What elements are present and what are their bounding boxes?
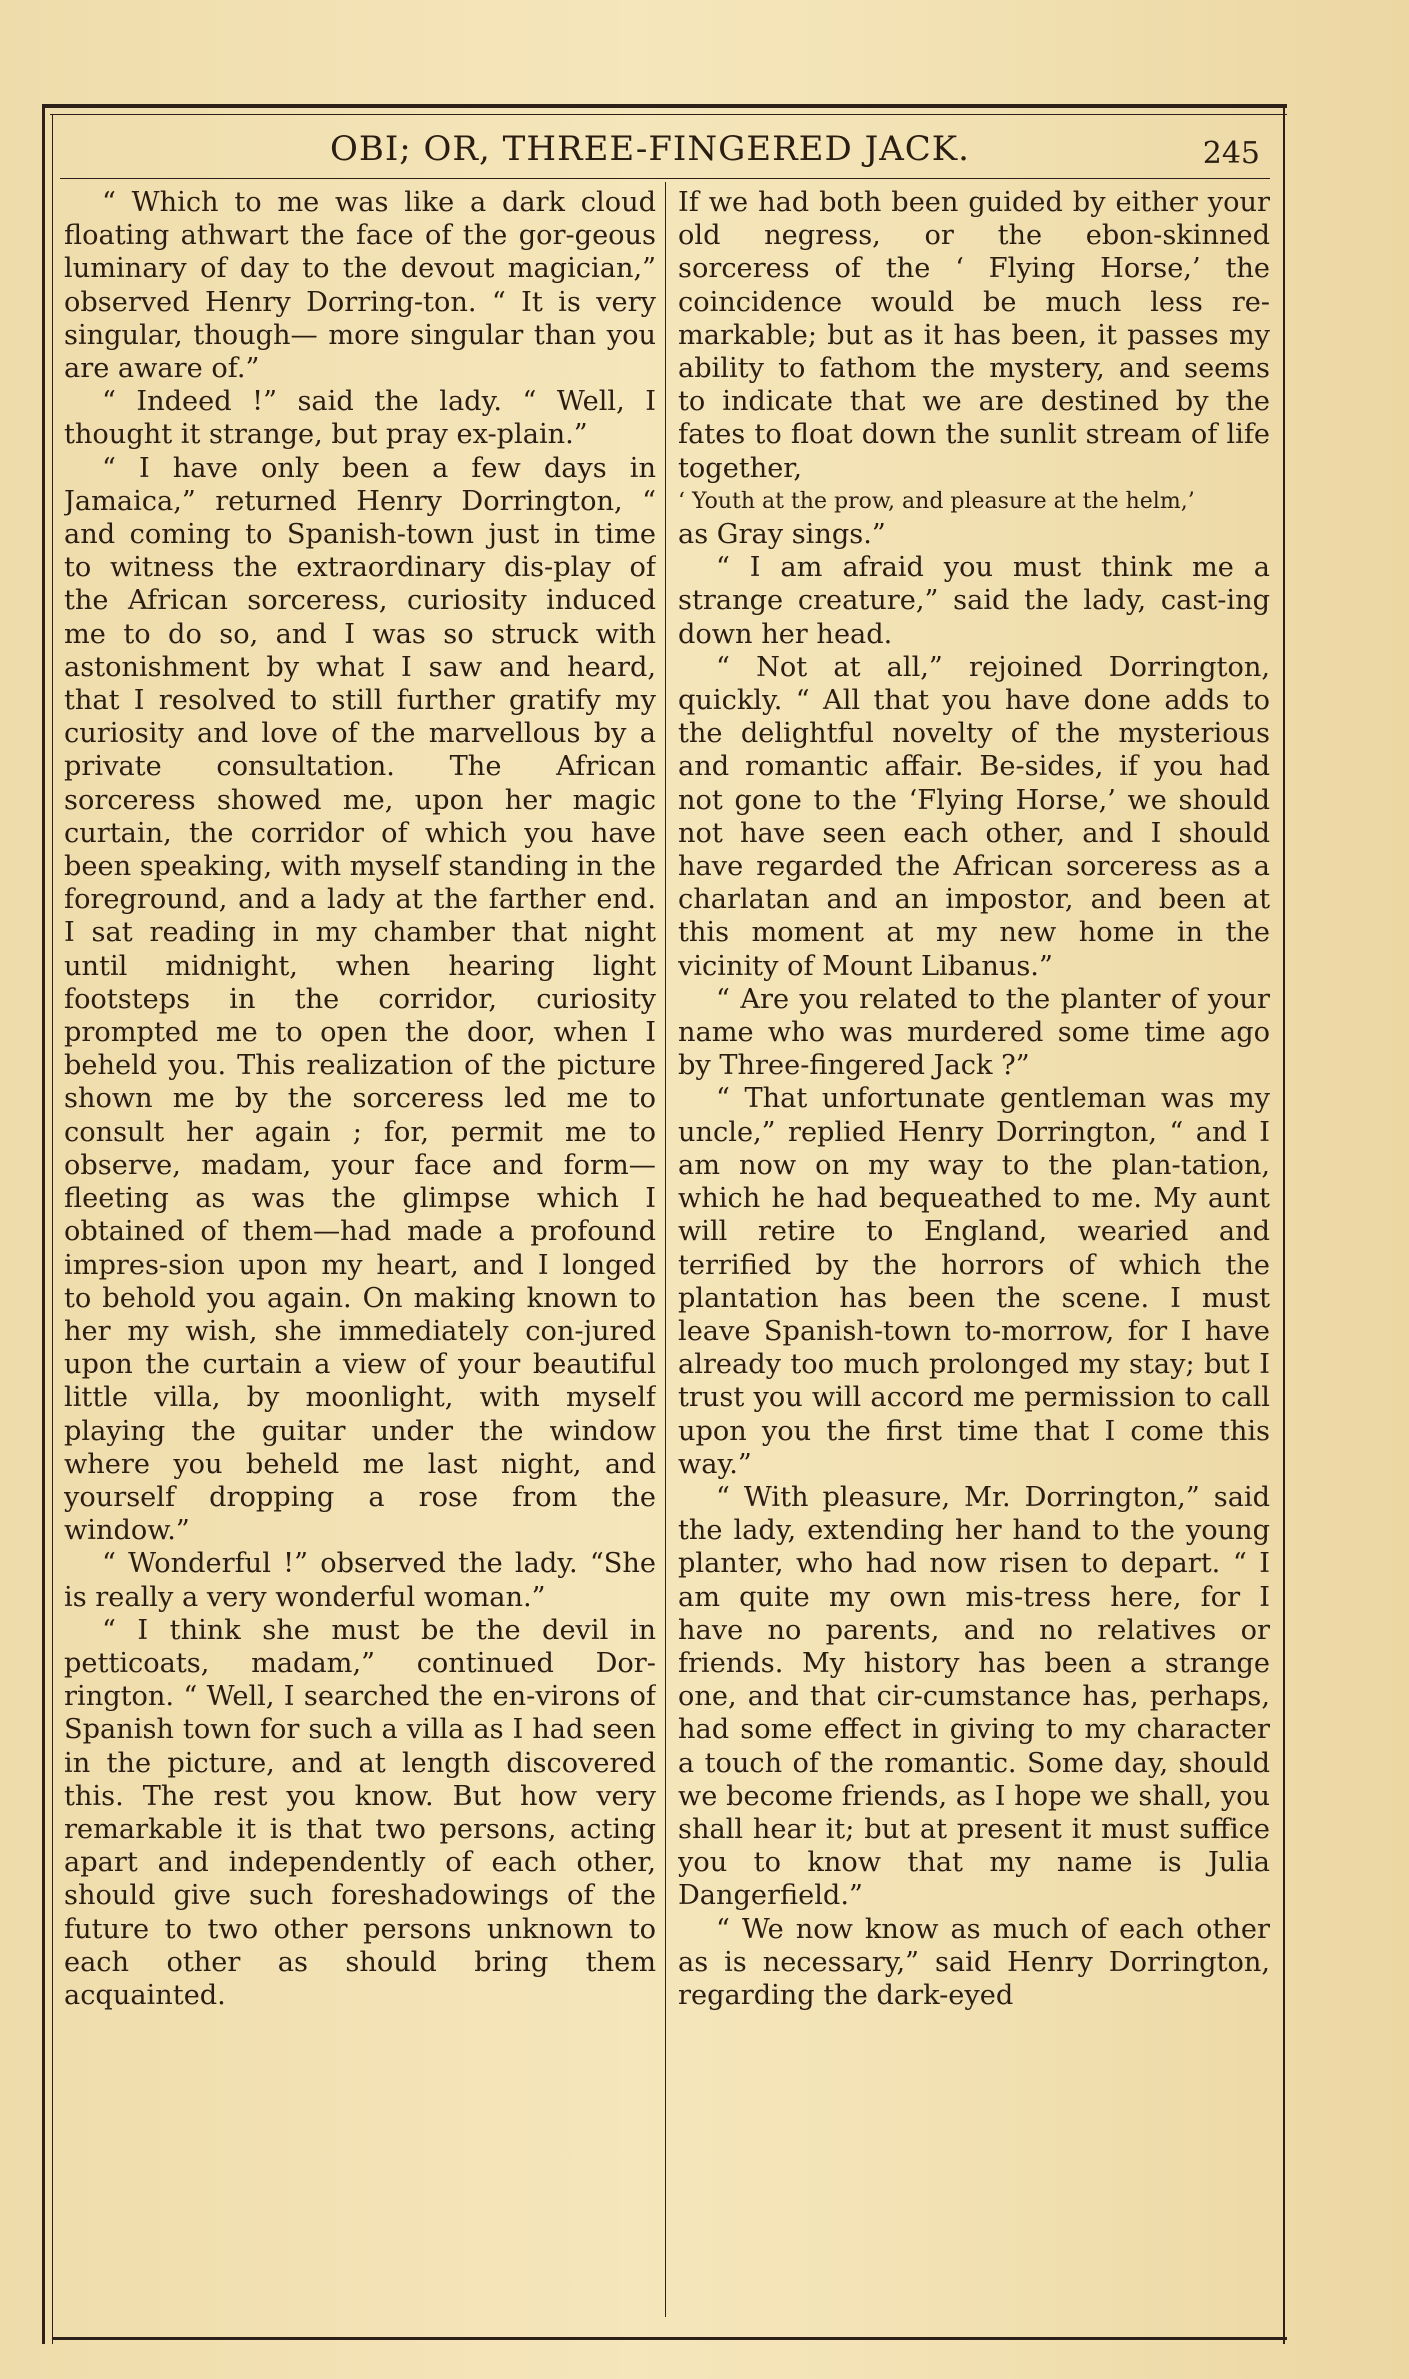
verse-quote: ‘ Youth at the prow, and pleasure at the helm,’ [678,488,1195,514]
paragraph: “ Indeed !” said the lady. “ Well, I thought it strange, but pray ex-plain.” [64,386,656,451]
page-number: 245 [1202,136,1260,171]
paragraph: “ Which to me was like a dark cloud floating athwart the face of the gor-geous luminary of day to the devout magician,” observed Henry Dorring-ton. “ It is very singular, though— more singular than you are aware of.” [64,187,656,385]
header-rule [60,178,1270,179]
paragraph: “ Not at all,” rejoined Dorrington, quickly. “ All that you have done adds to the delightful novelty of the mysterious and romantic affair. Be-sides, if you had not gone to the ‘Flying Horse,’ we should not have seen each other, and I should have regarded the African sorceress as a charlatan and an impostor, and been at this moment at my new home in the vicinity of Mount Libanus.” [678,651,1270,982]
right-column [678,186,1270,2316]
paragraph: “ With pleasure, Mr. Dorrington,” said the lady, extending her hand to the young planter, who had now risen to depart. “ I am quite my own mis-tress here, for I have no parents, and no relatives or friends. My history has been a strange one, and that cir-cumstance has, perhaps, had some effect in giving to my character a touch of the romantic. Some day, should we become friends, as I hope we shall, you shall hear it; but at present it must suffice you to know that my name is Julia Dangerfield.” [678,1481,1270,1912]
paragraph: “ I have only been a few days in Jamaica,” returned Henry Dorrington, “ and coming to Spanish-town just in time to witness the extraordinary dis-play of the African sorceress, curiosity induced me to do so, and I was so struck with astonishment by what I saw and heard, that I resolved to still further gratify my curiosity and love of the marvellous by a private consultation. The African sorceress showed me, upon her magic curtain, the corridor of which you have been speaking, with myself standing in the foreground, and a lady at the farther end. I sat reading in my chamber that night until midnight, when hearing light footsteps in the corridor, curiosity prompted me to open the door, when I beheld you. This realization of the picture shown me by the sorceress led me to consult her again ; for, permit me to observe, madam, your face and form—fleeting as was the glimpse which I obtained of them—had made a profound impres-sion upon my heart, and I longed to behold you again. On making known to her my wish, she immediately con-jured upon the curtain a view of your beautiful little villa, by moonlight, with myself playing the guitar under the window where you beheld me last night, and yourself dropping a rose from the window.” [64,452,656,1547]
page-border-top [42,104,1287,108]
paragraph: “ I think she must be the devil in petticoats, madam,” continued Dor-rington. “ Well, I searched the en-virons of Spanish town for such a villa as I had seen in the picture, and at length discovered this. The rest you know. But how very remarkable it is that two persons, acting apart and independently of each other, should give such foreshadowings of the future to two other persons unknown to each other as should bring them acquainted. [64,1614,656,2011]
page-border-bottom [52,2337,1287,2340]
paragraph-tail: as Gray sings.” [678,519,886,551]
page-border-right [1283,104,1285,2344]
page-border-top-inner [50,114,1287,115]
paragraph: “ That unfortunate gentleman was my uncle,” replied Henry Dorrington, “ and I am now on my way to the plan-tation, which he had bequeathed to me. My aunt will retire to England, wearied and terrified by the horrors of which the plantation has been the scene. I must leave Spanish-town to-morrow, for I have already too much prolonged my stay; but I trust you will accord me permission to call upon you the first time that I come this way.” [678,1083,1270,1480]
paragraph: “ We now know as much of each other as is necessary,” said Henry Dorrington, regarding the dark-eyed [678,1913,1270,2011]
running-head: OBI; OR, THREE-FINGERED JACK. [330,129,970,169]
paragraph: “ Are you related to the planter of your name who was murdered some time ago by Three-fingered Jack ?” [678,983,1270,1082]
page-border-left [42,104,45,2344]
paragraph-continued: If we had both been guided by either your old negress, or the ebon-skinned sorceress of the ‘ Flying Horse,’ the coincidence would be much less re-markable; but as it has been, it passes my ability to fathom the mystery, and seems to indicate that we are destined by the fates to float down the sunlit stream of life together, [678,187,1270,484]
paragraph: “ I am afraid you must think me a strange creature,” said the lady, cast-ing down her head. [678,552,1270,650]
column-divider [665,182,666,2317]
paragraph: “ Wonderful !” observed the lady. “She is really a very wonderful woman.” [64,1548,656,1613]
left-column [64,186,656,2316]
page-border-left-inner [52,114,53,2344]
